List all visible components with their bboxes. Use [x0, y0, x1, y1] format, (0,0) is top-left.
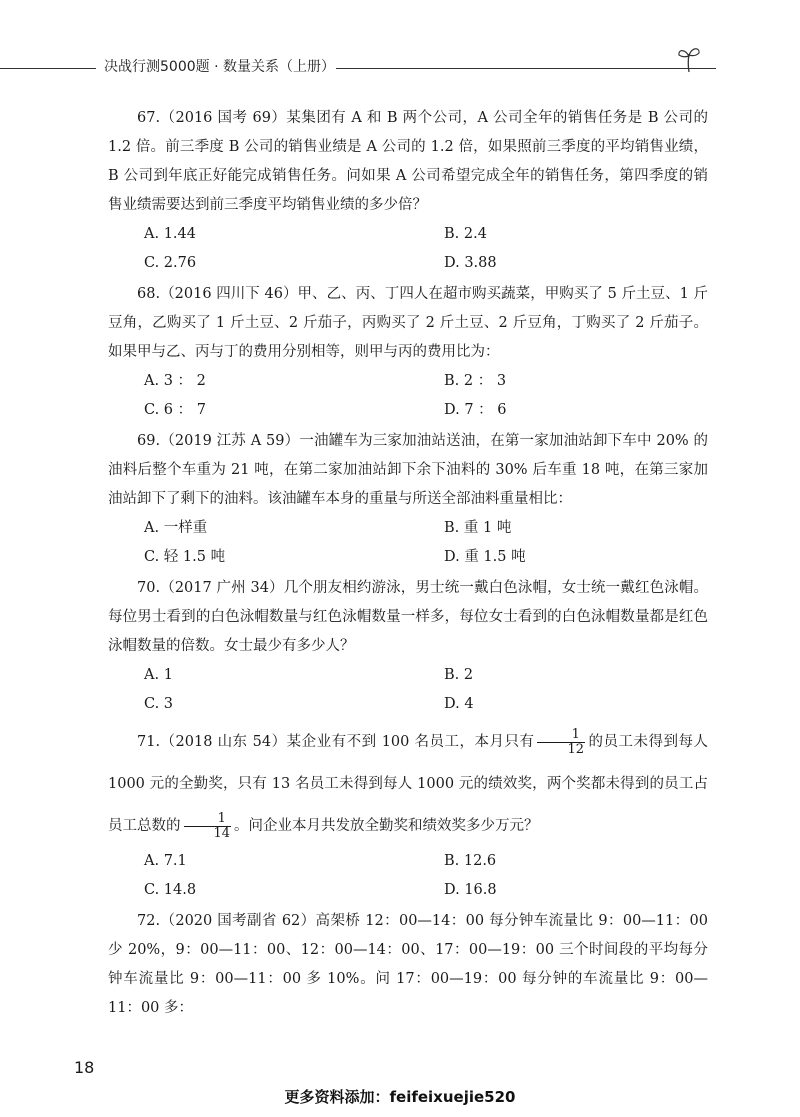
fraction-denominator: 14: [184, 826, 232, 841]
question-71-part1: 71.（2018 山东 54）某企业有不到 100 名员工，本月只有: [137, 734, 535, 750]
question-69: 69.（2019 江苏 A 59）一油罐车为三家加油站送油，在第一家加油站卸下车中 20% 的油料后整个车重为 21 吨，在第二家加油站卸下余下油料的 30% 后车重 18 吨，在第三家加油站卸下了剩下的油料。该油罐车本身的重量与所送全部油料重量相比：: [108, 433, 708, 507]
option-d: D. 16.8: [444, 882, 497, 898]
question-72: 72.（2020 国考副省 62）高架桥 12：00—14：00 每分钟车流量比 9：00—11：00 少 20%，9：00—11：00、12：00—14：00、17：00—19：00 三个时间段的平均每分钟车流量比 9：00—11：00 多 10%。问 17：00—19：00 每分钟的车流量比 9：00—11：00 多：: [108, 913, 708, 1016]
fraction-one-fourteenth: [184, 812, 232, 840]
option-c: C. 14.8: [144, 882, 197, 898]
question-list: [108, 104, 708, 1023]
options-67: [108, 220, 708, 278]
option-d: D. 7 ： 6: [444, 402, 507, 418]
option-c: C. 2.76: [144, 255, 197, 271]
question-67: 67.（2016 国考 69）某集团有 A 和 B 两个公司，A 公司全年的销售任务是 B 公司的 1.2 倍。前三季度 B 公司的销售业绩是 A 公司的 1.2 倍，如果照前三季度的平均销售业绩，B 公司到年底正好能完成销售任务。问如果 A 公司希望完成全年的销售任务，第四季度的销售业绩需要达到前三季度平均销售业绩的多少倍？: [108, 110, 708, 213]
options-68: [108, 367, 708, 425]
option-c: C. 6 ： 7: [144, 402, 206, 418]
running-header: [0, 52, 800, 82]
question-71-part3: 。问企业本月共发放全勤奖和绩效奖多少万元？: [234, 818, 539, 834]
option-c: C. 3: [144, 696, 174, 712]
option-b: B. 2 ： 3: [444, 373, 507, 389]
option-b: B. 2.4: [444, 226, 487, 242]
option-b: B. 重 1 吨: [444, 520, 512, 536]
page-number: 18: [74, 1058, 95, 1077]
option-b: B. 12.6: [444, 853, 497, 869]
header-rule-left: [0, 68, 96, 69]
fraction-one-twelfth: [537, 728, 585, 756]
fraction-denominator: 12: [537, 742, 585, 757]
question-71-part2: 的员工未得到每人 1000 元的全勤奖，只有 13 名员工未得到每人 1000 元的绩效奖，两个奖都未得到的员工占员工总数的: [108, 734, 708, 834]
option-c: C. 轻 1.5 吨: [144, 549, 226, 565]
options-71: [108, 847, 708, 905]
question-68: 68.（2016 四川下 46）甲、乙、丙、丁四人在超市购买蔬菜，甲购买了 5 斤土豆、1 斤豆角，乙购买了 1 斤土豆、2 斤茄子，丙购买了 2 斤土豆、2 斤豆角，丁购买了 2 斤茄子。如果甲与乙、丙与丁的费用分别相等，则甲与丙的费用比为：: [108, 286, 708, 360]
fraction-numerator: 1: [571, 726, 580, 742]
option-a: A. 1.44: [144, 226, 196, 242]
option-d: D. 4: [444, 696, 474, 712]
book-title: 决战行测5000题 · 数量关系（上册）: [104, 59, 335, 75]
fraction-numerator: 1: [217, 810, 226, 826]
option-b: B. 2: [444, 667, 474, 683]
options-70: [108, 661, 708, 719]
option-a: A. 3 ： 2: [144, 373, 206, 389]
question-70: 70.（2017 广州 34）几个朋友相约游泳，男士统一戴白色泳帽，女士统一戴红色泳帽。每位男士看到的白色泳帽数量与红色泳帽数量一样多，每位女士看到的白色泳帽数量都是红色泳帽数量的倍数。女士最少有多少人？: [108, 580, 708, 654]
options-69: [108, 514, 708, 572]
header-rule-right: [336, 68, 716, 69]
sprout-icon: [676, 44, 702, 74]
option-a: A. 7.1: [144, 853, 187, 869]
option-d: D. 重 1.5 吨: [444, 549, 526, 565]
question-71: [108, 721, 708, 847]
footer-note: 更多资料添加：feifeixuejie520: [284, 1088, 516, 1106]
option-a: A. 一样重: [144, 520, 208, 536]
option-a: A. 1: [144, 667, 173, 683]
option-d: D. 3.88: [444, 255, 497, 271]
